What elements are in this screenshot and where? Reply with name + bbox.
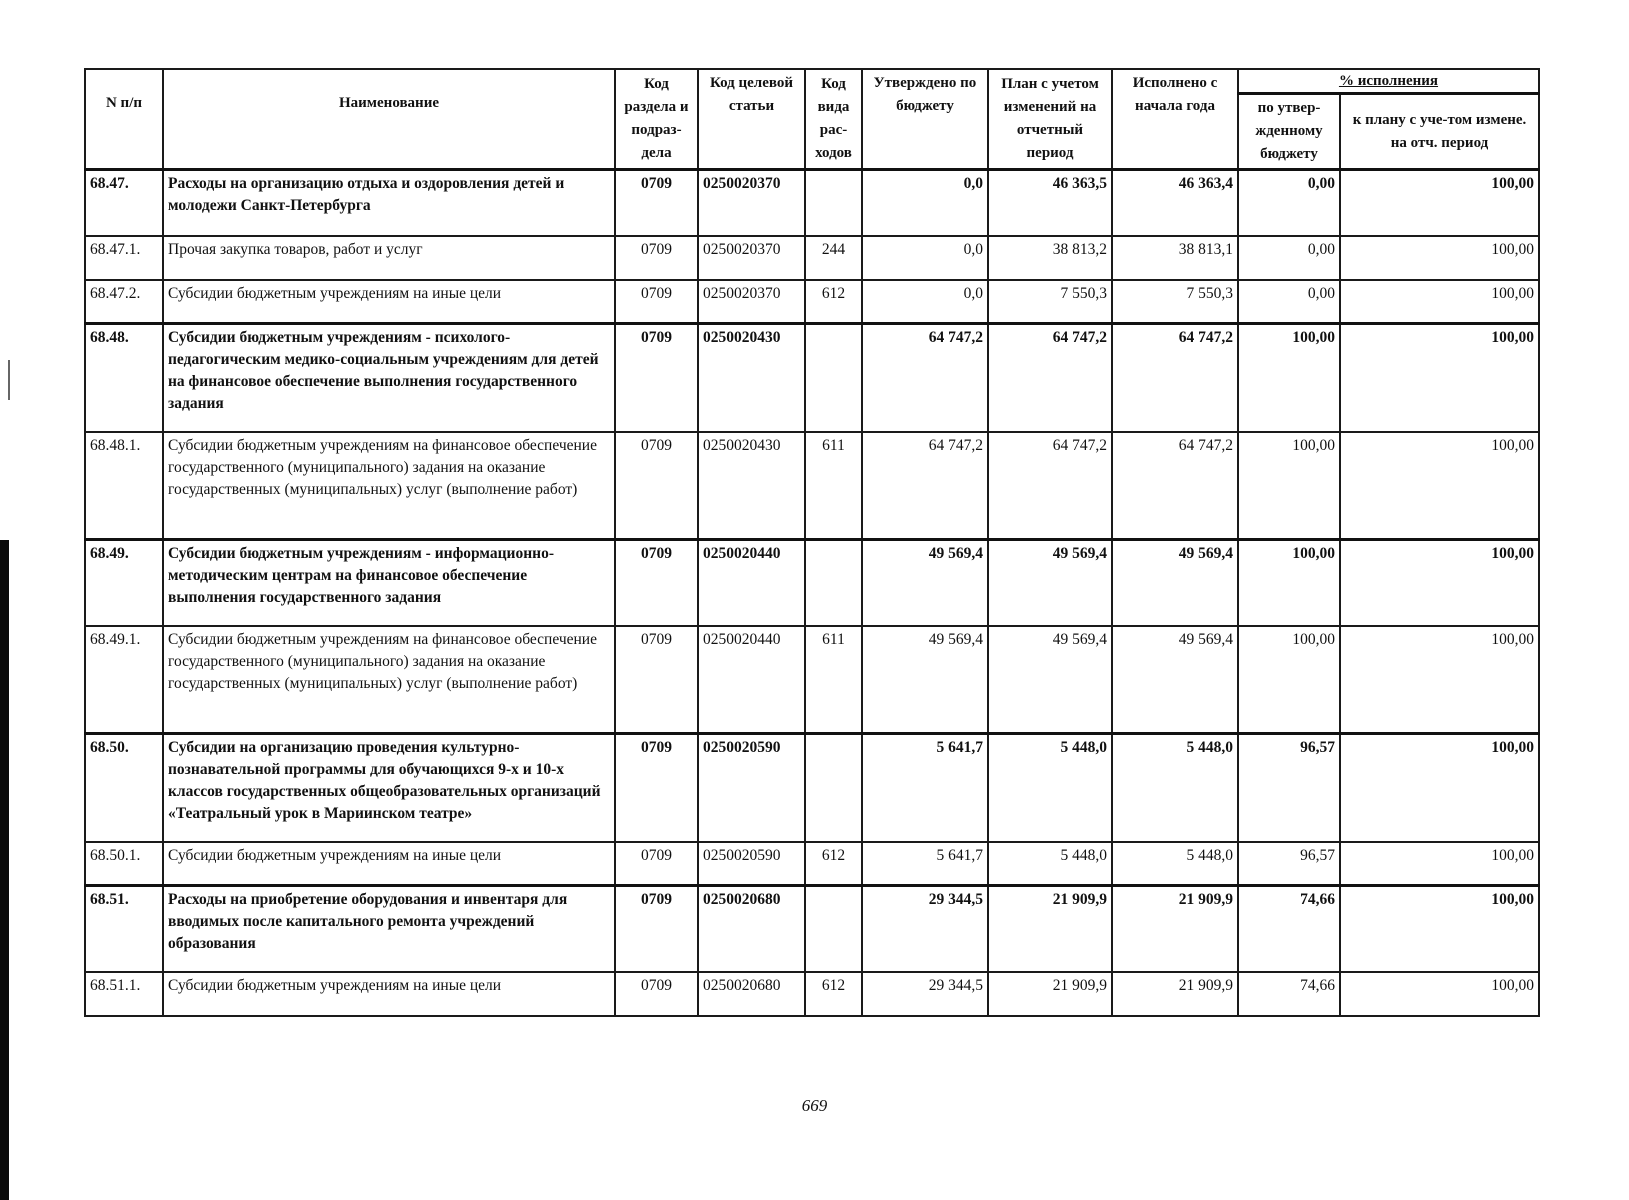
row-section-code: 0709 — [615, 842, 698, 886]
row-plan: 5 448,0 — [988, 842, 1112, 886]
row-section-code: 0709 — [615, 170, 698, 236]
row-name: Расходы на приобретение оборудования и инвентаря для вводимых после капитального ремонта учреждений образования — [163, 886, 615, 972]
page-number: 669 — [801, 1096, 828, 1115]
row-pct-budget: 100,00 — [1238, 540, 1340, 626]
row-name: Расходы на организацию отдыха и оздоровления детей и молодежи Санкт-Петербурга — [163, 170, 615, 236]
row-type-code: 612 — [805, 280, 862, 324]
header-target-code: Код целевой статьи — [698, 69, 805, 170]
row-number: 68.51.1. — [85, 972, 163, 1016]
row-type-code — [805, 170, 862, 236]
row-plan: 21 909,9 — [988, 972, 1112, 1016]
header-approved: Утверждено по бюджету — [862, 69, 988, 170]
table-row — [85, 626, 1539, 734]
row-pct-budget: 0,00 — [1238, 280, 1340, 324]
row-plan: 64 747,2 — [988, 432, 1112, 540]
table-row — [85, 540, 1539, 626]
row-pct-plan: 100,00 — [1340, 170, 1539, 236]
row-executed: 64 747,2 — [1112, 432, 1238, 540]
row-plan: 49 569,4 — [988, 540, 1112, 626]
row-type-code: 611 — [805, 432, 862, 540]
row-name: Субсидии бюджетным учреждениям на иные цели — [163, 280, 615, 324]
row-approved: 49 569,4 — [862, 540, 988, 626]
row-pct-plan: 100,00 — [1340, 972, 1539, 1016]
row-name: Субсидии бюджетным учреждениям - психолого-педагогическим медико-социальным учреждениям для детей на финансовое обеспечение выполнения государственного задания — [163, 324, 615, 432]
row-executed: 49 569,4 — [1112, 626, 1238, 734]
row-approved: 0,0 — [862, 170, 988, 236]
header-executed: Исполнено с начала года — [1112, 69, 1238, 170]
row-pct-budget: 96,57 — [1238, 842, 1340, 886]
report-page — [84, 68, 1538, 1017]
table-body — [85, 170, 1539, 1016]
row-target-code: 0250020370 — [698, 236, 805, 280]
row-type-code — [805, 886, 862, 972]
row-plan: 64 747,2 — [988, 324, 1112, 432]
row-number: 68.48. — [85, 324, 163, 432]
table-row — [85, 324, 1539, 432]
row-approved: 5 641,7 — [862, 842, 988, 886]
row-pct-budget: 96,57 — [1238, 734, 1340, 842]
row-target-code: 0250020370 — [698, 280, 805, 324]
row-plan: 38 813,2 — [988, 236, 1112, 280]
row-name: Субсидии бюджетным учреждениям на финансовое обеспечение государственного (муниципального) задания на оказание государственных (муниципальных) услуг (выполнение работ) — [163, 626, 615, 734]
row-target-code: 0250020590 — [698, 734, 805, 842]
row-type-code: 612 — [805, 972, 862, 1016]
row-executed: 21 909,9 — [1112, 886, 1238, 972]
row-pct-plan: 100,00 — [1340, 540, 1539, 626]
row-plan: 21 909,9 — [988, 886, 1112, 972]
row-name: Субсидии бюджетным учреждениям на иные цели — [163, 972, 615, 1016]
row-target-code: 0250020440 — [698, 540, 805, 626]
row-pct-plan: 100,00 — [1340, 626, 1539, 734]
row-plan: 7 550,3 — [988, 280, 1112, 324]
header-type-code: Код вида рас-ходов — [805, 69, 862, 170]
row-name: Субсидии бюджетным учреждениям на иные цели — [163, 842, 615, 886]
row-pct-budget: 100,00 — [1238, 432, 1340, 540]
row-name: Прочая закупка товаров, работ и услуг — [163, 236, 615, 280]
row-number: 68.51. — [85, 886, 163, 972]
row-section-code: 0709 — [615, 972, 698, 1016]
header-section-code: Код раздела и подраз-дела — [615, 69, 698, 170]
row-name: Субсидии бюджетным учреждениям на финансовое обеспечение государственного (муниципального) задания на оказание государственных (муниципальных) услуг (выполнение работ) — [163, 432, 615, 540]
header-pct-budget: по утвер-жденному бюджету — [1238, 94, 1340, 170]
row-executed: 46 363,4 — [1112, 170, 1238, 236]
row-target-code: 0250020430 — [698, 324, 805, 432]
row-plan: 46 363,5 — [988, 170, 1112, 236]
row-pct-budget: 100,00 — [1238, 626, 1340, 734]
row-approved: 0,0 — [862, 236, 988, 280]
row-section-code: 0709 — [615, 432, 698, 540]
row-name: Субсидии на организацию проведения культурно-познавательной программы для обучающихся 9-х и 10-х классов государственных общеобразовательных организаций «Театральный урок в Мариинском театре» — [163, 734, 615, 842]
row-pct-plan: 100,00 — [1340, 324, 1539, 432]
row-target-code: 0250020370 — [698, 170, 805, 236]
row-approved: 64 747,2 — [862, 324, 988, 432]
row-section-code: 0709 — [615, 280, 698, 324]
row-approved: 49 569,4 — [862, 626, 988, 734]
row-type-code: 612 — [805, 842, 862, 886]
header-percent-group: % исполнения — [1238, 69, 1539, 94]
row-plan: 5 448,0 — [988, 734, 1112, 842]
row-pct-plan: 100,00 — [1340, 734, 1539, 842]
table-row — [85, 972, 1539, 1016]
row-section-code: 0709 — [615, 886, 698, 972]
row-name: Субсидии бюджетным учреждениям - информационно-методическим центрам на финансовое обеспечение выполнения государственного задания — [163, 540, 615, 626]
row-pct-budget: 74,66 — [1238, 972, 1340, 1016]
row-number: 68.50.1. — [85, 842, 163, 886]
row-type-code — [805, 324, 862, 432]
row-section-code: 0709 — [615, 236, 698, 280]
row-executed: 5 448,0 — [1112, 734, 1238, 842]
row-approved: 29 344,5 — [862, 886, 988, 972]
row-number: 68.47.1. — [85, 236, 163, 280]
table-row — [85, 170, 1539, 236]
row-pct-plan: 100,00 — [1340, 236, 1539, 280]
row-section-code: 0709 — [615, 540, 698, 626]
table-row — [85, 236, 1539, 280]
header-num: N п/п — [85, 69, 163, 170]
budget-execution-table — [84, 68, 1540, 1017]
row-pct-budget: 100,00 — [1238, 324, 1340, 432]
table-row — [85, 280, 1539, 324]
row-number: 68.50. — [85, 734, 163, 842]
table-row — [85, 432, 1539, 540]
row-executed: 64 747,2 — [1112, 324, 1238, 432]
row-number: 68.49. — [85, 540, 163, 626]
header-pct-plan: к плану с уче-том измене. на отч. период — [1340, 94, 1539, 170]
row-target-code: 0250020590 — [698, 842, 805, 886]
row-section-code: 0709 — [615, 324, 698, 432]
scan-edge-mark — [8, 360, 10, 400]
row-executed: 7 550,3 — [1112, 280, 1238, 324]
row-target-code: 0250020430 — [698, 432, 805, 540]
row-type-code: 244 — [805, 236, 862, 280]
row-executed: 49 569,4 — [1112, 540, 1238, 626]
row-pct-budget: 74,66 — [1238, 886, 1340, 972]
row-target-code: 0250020680 — [698, 886, 805, 972]
row-target-code: 0250020440 — [698, 626, 805, 734]
row-pct-plan: 100,00 — [1340, 280, 1539, 324]
row-approved: 5 641,7 — [862, 734, 988, 842]
row-number: 68.47. — [85, 170, 163, 236]
row-section-code: 0709 — [615, 626, 698, 734]
row-approved: 0,0 — [862, 280, 988, 324]
table-header — [85, 69, 1539, 170]
row-approved: 64 747,2 — [862, 432, 988, 540]
row-pct-plan: 100,00 — [1340, 886, 1539, 972]
row-pct-plan: 100,00 — [1340, 432, 1539, 540]
row-section-code: 0709 — [615, 734, 698, 842]
header-plan: План с учетом изменений на отчетный период — [988, 69, 1112, 170]
row-type-code: 611 — [805, 626, 862, 734]
table-row — [85, 734, 1539, 842]
row-plan: 49 569,4 — [988, 626, 1112, 734]
row-number: 68.48.1. — [85, 432, 163, 540]
row-pct-budget: 0,00 — [1238, 170, 1340, 236]
row-target-code: 0250020680 — [698, 972, 805, 1016]
row-number: 68.49.1. — [85, 626, 163, 734]
row-executed: 38 813,1 — [1112, 236, 1238, 280]
row-type-code — [805, 734, 862, 842]
row-executed: 5 448,0 — [1112, 842, 1238, 886]
row-pct-plan: 100,00 — [1340, 842, 1539, 886]
table-row — [85, 842, 1539, 886]
row-approved: 29 344,5 — [862, 972, 988, 1016]
header-name: Наименование — [163, 69, 615, 170]
row-number: 68.47.2. — [85, 280, 163, 324]
row-type-code — [805, 540, 862, 626]
row-executed: 21 909,9 — [1112, 972, 1238, 1016]
table-row — [85, 886, 1539, 972]
row-pct-budget: 0,00 — [1238, 236, 1340, 280]
